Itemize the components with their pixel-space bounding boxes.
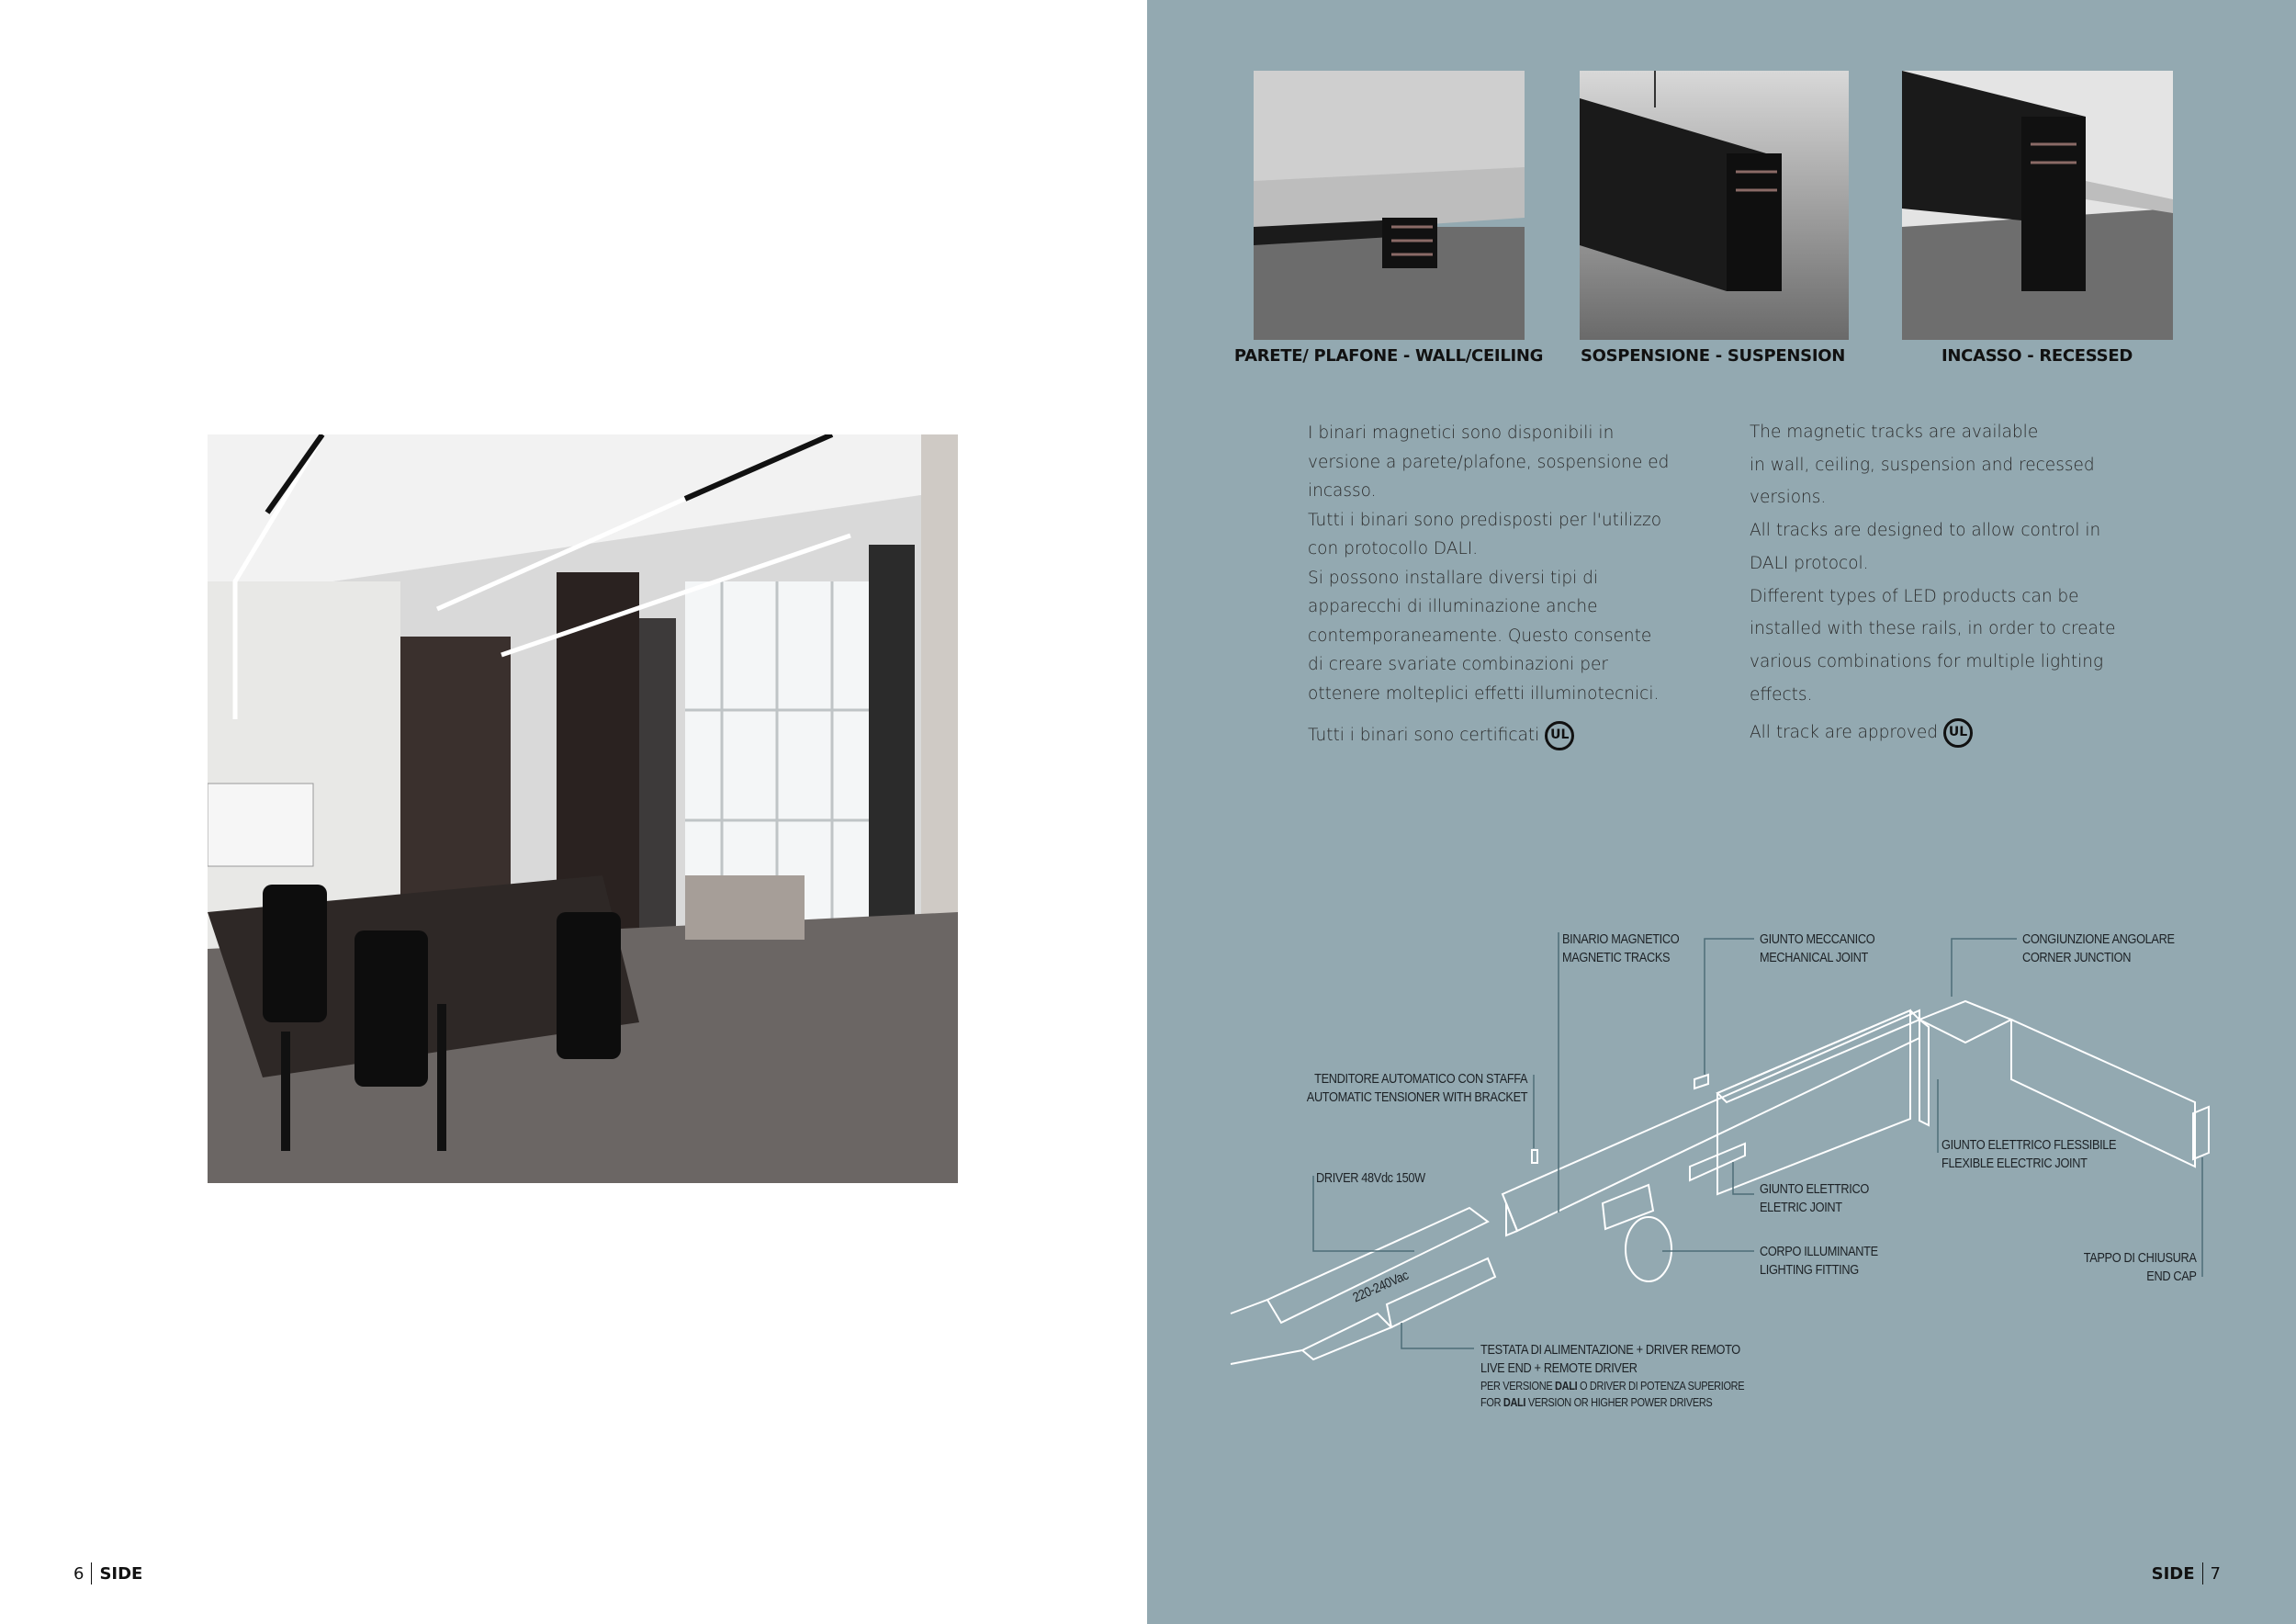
text-line: Tutti i binari sono predisposti per l'utilizzo: [1308, 510, 1662, 530]
thumbnail-suspension: [1579, 71, 1850, 340]
text-line: versione a parete/plafone, sospensione ed: [1308, 452, 1670, 472]
label-voltage: 220-240Vac: [1350, 1268, 1412, 1306]
label-live-end: TESTATA DI ALIMENTAZIONE + DRIVER REMOTO LIVE END + REMOTE DRIVER PER VERSIONE DALI O DRIVER DI POTENZA SUPERIORE FOR DALI VERSION OR HIGHER POWER DRIVERS: [1480, 1343, 1745, 1409]
certification-text: All track are approved: [1750, 723, 1938, 743]
text-line: in wall, ceiling, suspension and recessed: [1750, 455, 2095, 475]
label-end-cap: TAPPO DI CHIUSURA END CAP: [2084, 1251, 2197, 1284]
certification-line: [1750, 716, 2172, 750]
page-number: 6: [73, 1563, 84, 1584]
right-page-footer: [2152, 1562, 2221, 1585]
brand-name: SIDE: [2151, 1563, 2195, 1584]
english-description: [1750, 416, 2172, 750]
text-line: versions.: [1750, 488, 1827, 508]
certification-text: Tutti i binari sono certificati: [1308, 726, 1540, 746]
label-lighting-fitting: CORPO ILLUMINANTE LIGHTING FITTING: [1760, 1245, 1878, 1278]
text-line: contemporaneamente. Questo consente: [1308, 626, 1652, 646]
thumbnail-wall-ceiling: [1254, 71, 1525, 340]
meeting-room-photo: [208, 434, 958, 1183]
text-line: various combinations for multiple lighting: [1750, 651, 2104, 671]
ul-certification-icon: UL: [1545, 721, 1574, 750]
certification-line: [1308, 721, 1721, 750]
text-line: I binari magnetici sono disponibili in: [1308, 423, 1615, 443]
text-line: installed with these rails, in order to create: [1750, 619, 2116, 639]
text-line: apparecchi di illuminazione anche: [1308, 597, 1598, 616]
ul-certification-icon: UL: [1943, 718, 1973, 748]
text-line: di creare svariate combinazioni per: [1308, 655, 1608, 674]
label-mechanical-joint: GIUNTO MECCANICO MECHANICAL JOINT: [1760, 932, 1875, 965]
italian-description: [1308, 419, 1721, 750]
text-line: Different types of LED products can be: [1750, 586, 2079, 606]
text-line: All tracks are designed to allow control in: [1750, 521, 2101, 541]
label-corner-junction: CONGIUNZIONE ANGOLARE CORNER JUNCTION: [2022, 932, 2175, 965]
text-line: effects.: [1750, 684, 1813, 705]
label-automatic-tensioner: TENDITORE AUTOMATICO CON STAFFA AUTOMATIC TENSIONER WITH BRACKET: [1306, 1072, 1527, 1105]
text-line: DALI protocol.: [1750, 553, 1869, 573]
text-line: incasso.: [1308, 481, 1377, 501]
text-line: The magnetic tracks are available: [1750, 423, 2039, 442]
divider: [91, 1562, 92, 1585]
label-flexible-electric-joint: GIUNTO ELETTRICO FLESSIBILE FLEXIBLE ELECTRIC JOINT: [1941, 1138, 2117, 1171]
text-line: ottenere molteplici effetti illuminotecnici.: [1308, 683, 1660, 704]
thumbnail-caption: PARETE/ PLAFONE - WALL/CEILING: [1233, 346, 1544, 366]
text-line: Si possono installare diversi tipi di: [1308, 568, 1599, 588]
label-driver: DRIVER 48Vdc 150W: [1316, 1171, 1425, 1186]
thumbnail-caption: SOSPENSIONE - SUSPENSION: [1580, 346, 1846, 366]
text-line: con protocollo DALI.: [1308, 539, 1479, 558]
page-number: 7: [2210, 1563, 2221, 1584]
label-electric-joint: GIUNTO ELETTRICO ELETRIC JOINT: [1760, 1182, 1869, 1215]
label-magnetic-tracks: BINARIO MAGNETICO MAGNETIC TRACKS: [1562, 932, 1680, 965]
brand-name: SIDE: [99, 1563, 143, 1584]
divider: [2202, 1562, 2203, 1585]
left-page-footer: [73, 1562, 142, 1585]
thumbnail-caption: INCASSO - RECESSED: [1941, 346, 2133, 366]
thumbnail-recessed: [1902, 71, 2173, 340]
